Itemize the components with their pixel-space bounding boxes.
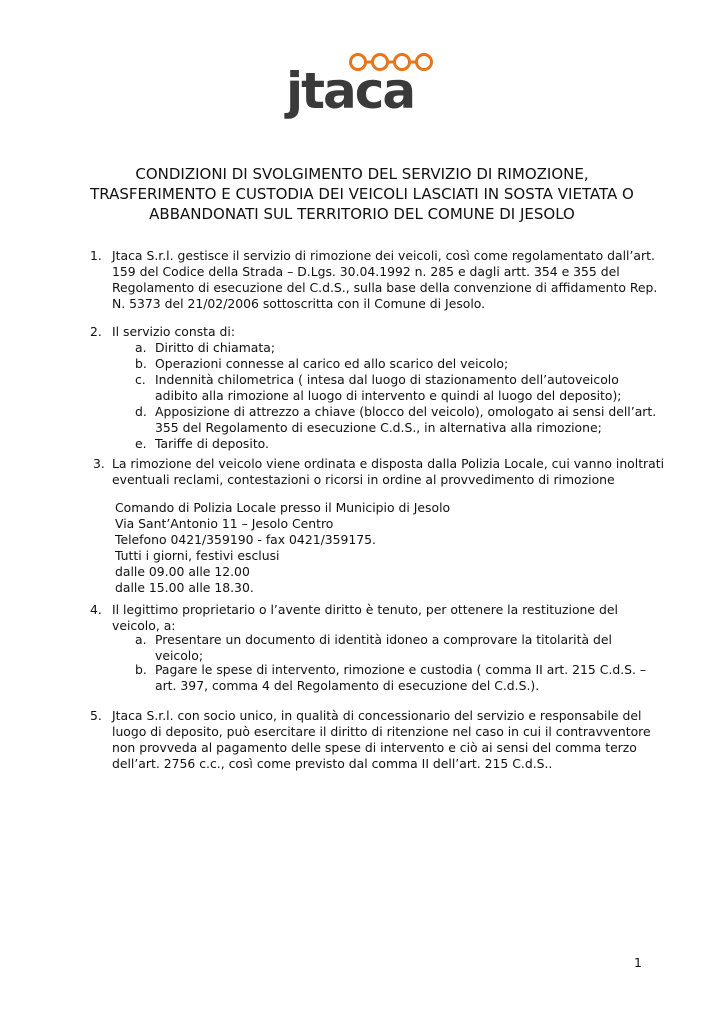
section-text: Jtaca S.r.l. gestisce il servizio di rimozione dei veicoli, così come regolamentato dall’art. xyxy=(112,248,655,263)
item-text: Presentare un documento di identità idoneo a comprovare la titolarità del xyxy=(155,632,612,647)
item-text: art. 397, comma 4 del Regolamento di esecuzione del C.d.S.). xyxy=(155,678,540,693)
item-text: 355 del Regolamento di esecuzione C.d.S., in alternativa alla rimozione; xyxy=(155,420,602,435)
section-text: 159 del Codice della Strada – D.Lgs. 30.04.1992 n. 285 e dagli artt. 354 e 355 del xyxy=(112,264,620,279)
section-text: luogo di deposito, può esercitare il diritto di ritenzione nel caso in cui il contravventore xyxy=(112,724,651,739)
item-text: Operazioni connesse al carico ed allo scarico del veicolo; xyxy=(155,356,509,371)
item-letter: d. xyxy=(135,404,147,419)
page-number: 1 xyxy=(634,955,642,970)
section-text: Jtaca S.r.l. con socio unico, in qualità di concessionario del servizio e responsabile del xyxy=(112,708,642,723)
contact-line: Via Sant’Antonio 11 – Jesolo Centro xyxy=(115,516,334,531)
section-text: non provveda al pagamento delle spese di intervento e ciò ai sensi del comma terzo xyxy=(112,740,637,755)
item-text: veicolo; xyxy=(155,648,203,663)
jtaca-logo xyxy=(286,52,438,122)
contact-block xyxy=(115,500,450,596)
item-text: Indennità chilometrica ( intesa dal luogo di stazionamento dell’autoveicolo xyxy=(155,372,619,387)
contact-line: dalle 09.00 alle 12.00 xyxy=(115,564,250,579)
section-intro: Il servizio consta di: xyxy=(112,324,236,339)
section-text: Regolamento di esecuzione del C.d.S., sulla base della convenzione di affidamento Rep. xyxy=(112,280,658,295)
section-text: Il legittimo proprietario o l’avente diritto è tenuto, per ottenere la restituzione del xyxy=(112,602,618,617)
section-text: La rimozione del veicolo viene ordinata e disposta dalla Polizia Locale, cui vanno inoltrati xyxy=(112,456,665,471)
item-text: Tariffe di deposito. xyxy=(155,436,269,451)
contact-line: Telefono 0421/359190 - fax 0421/359175. xyxy=(115,532,376,547)
section-number: 1. xyxy=(90,248,102,263)
item-letter: a. xyxy=(135,632,147,647)
section-text: eventuali reclami, contestazioni o ricorsi in ordine al provvedimento di rimozione xyxy=(112,472,615,487)
contact-line: dalle 15.00 alle 18.30. xyxy=(115,580,254,595)
item-letter: e. xyxy=(135,436,147,451)
title-line: CONDIZIONI DI SVOLGIMENTO DEL SERVIZIO DI RIMOZIONE, xyxy=(135,165,589,183)
item-letter: a. xyxy=(135,340,147,355)
section-text: dell’art. 2756 c.c., così come previsto dal comma II dell’art. 215 C.d.S.. xyxy=(112,756,553,771)
document-title xyxy=(60,164,664,224)
section-number: 5. xyxy=(90,708,102,723)
item-text: Apposizione di attrezzo a chiave (blocco del veicolo), omologato ai sensi dell’art. xyxy=(155,404,657,419)
contact-line: Comando di Polizia Locale presso il Municipio di Jesolo xyxy=(115,500,451,515)
item-text: Diritto di chiamata; xyxy=(155,340,275,355)
contact-line: Tutti i giorni, festivi esclusi xyxy=(115,548,280,563)
item-letter: c. xyxy=(135,372,146,387)
section-text: veicolo, a: xyxy=(112,618,176,633)
logo-text: jtaca xyxy=(286,62,415,120)
item-text: Pagare le spese di intervento, rimozione e custodia ( comma II art. 215 C.d.S. – xyxy=(155,662,647,677)
section-number: 4. xyxy=(90,602,102,617)
section-text: N. 5373 del 21/02/2006 sottoscritta con il Comune di Jesolo. xyxy=(112,296,486,311)
title-line: ABBANDONATI SUL TERRITORIO DEL COMUNE DI JESOLO xyxy=(149,205,575,223)
item-letter: b. xyxy=(135,662,147,677)
item-letter: b. xyxy=(135,356,147,371)
section-number: 2. xyxy=(90,324,102,339)
section-number: 3. xyxy=(93,456,105,471)
item-text: adibito alla rimozione al luogo di intervento e quindi al luogo del deposito); xyxy=(155,388,622,403)
title-line: TRASFERIMENTO E CUSTODIA DEI VEICOLI LASCIATI IN SOSTA VIETATA O xyxy=(90,185,634,203)
